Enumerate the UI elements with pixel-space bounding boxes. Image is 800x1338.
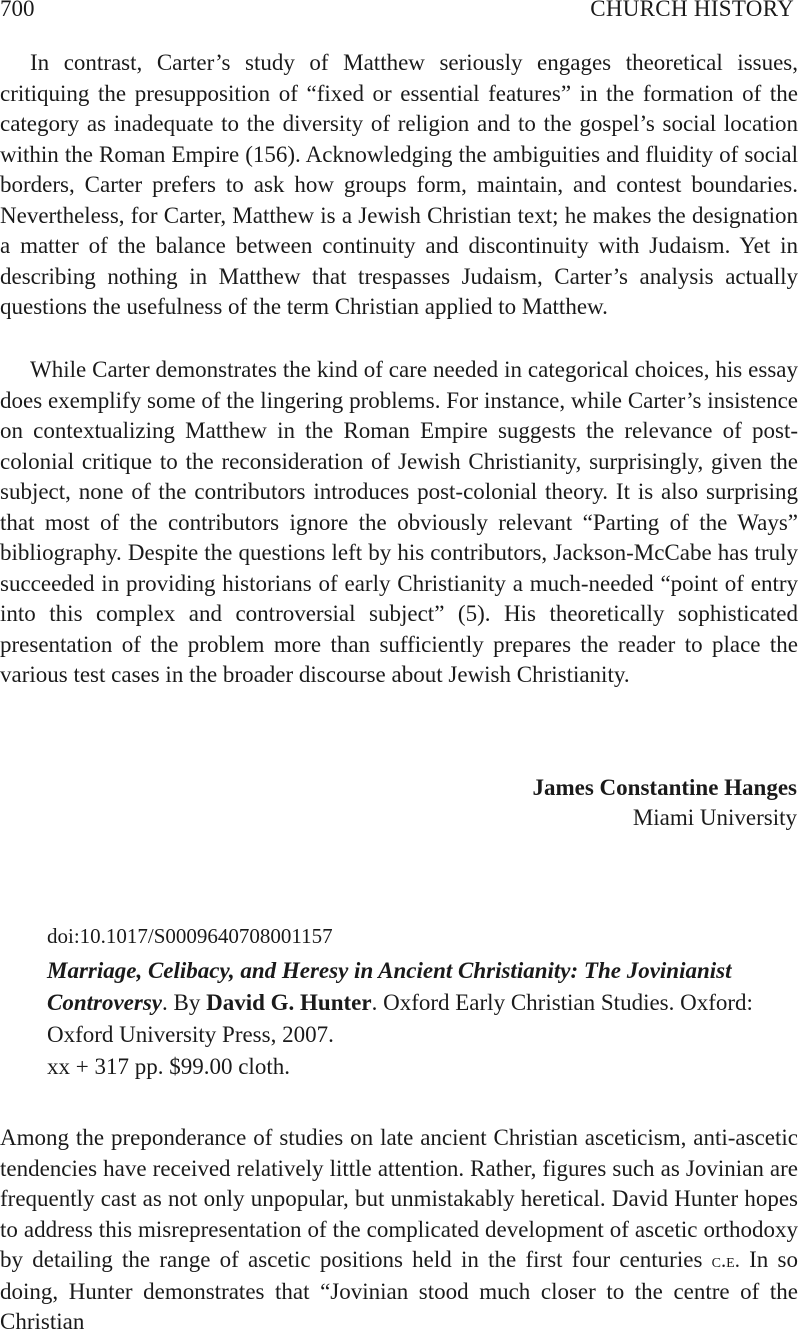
doi-identifier: doi:10.1017/S0009640708001157 [47,924,333,948]
reviewer-name: James Constantine Hanges [532,775,797,800]
reviewer-affiliation: Miami University [632,805,797,830]
body-paragraph-1: In contrast, Carter’s study of Matthew seriously engages theoretical issues, critiquing the presupposition of “fixed or essential features” in the formation of the category as inadequate to the diversity of religion and to the gospel’s social location within the Roman Empire (156). Acknowledging the ambiguities and fluidity of social borders, Carter prefers to ask how groups form, maintain, and contest boundaries. Nevertheless, for Carter, Matthew is a Jewish Christian text; he makes the designation a matter of the balance between continuity and discontinuity with Judaism. Yet in describing nothing in Matthew that trespasses Judaism, Carter’s analysis actually questions the usefulness of the term Christian applied to Matthew. [0,50,798,319]
running-head-title: CHURCH HISTORY [590,0,794,21]
book-title: Marriage, Celibacy, and Heresy in Ancient Christianity: The Jovinianist Controversy [47,958,732,1015]
paragraph-3-text-a: Among the preponderance of studies on late ancient Christian asceticism, anti-ascetic tendencies have received relatively little attention. Rather, figures such as Jovinian are frequently cast as not only unpopular, but unmistakably heretical. David Hunter hopes to address this misrepresentation of the complicated development of ascetic orthodoxy by detailing the range of ascetic positions held in the first four centuries [0,1125,798,1272]
paragraph-3-text-b: In so doing, Hunter demonstrates that “Jovinian stood much closer to the centre of the Christian [0,1247,798,1334]
citation-by: . By [162,990,207,1015]
citation-pages-price: xx + 317 pp. $99.00 cloth. [47,1054,290,1079]
running-header [0,0,800,26]
era-abbreviation: c.e. [711,1250,740,1272]
page-number: 700 [0,0,35,21]
body-paragraph-3 [0,1123,798,1338]
body-paragraph-2: While Carter demonstrates the kind of care needed in categorical choices, his essay does exemplify some of the lingering problems. For instance, while Carter’s insistence on contextualizing Matthew in the Roman Empire suggests the relevance of post-colonial critique to the reconsideration of Jewish Christianity, surprisingly, given the subject, none of the contributors introduces post-colonial theory. It is also surprising that most of the contributors ignore the obviously relevant “Parting of the Ways” bibliography. Despite the questions left by his contributors, Jackson-McCabe has truly succeeded in providing historians of early Christianity a much-needed “point of entry into this complex and controversial subject” (5). His theoretically sophisticated presentation of the problem more than sufficiently prepares the reader to place the various test cases in the broader discourse about Jewish Christianity. [0,357,798,687]
book-citation [47,955,767,1083]
book-author: David G. Hunter [206,990,372,1015]
citation-details: . Oxford Early Christian Studies. Oxford: Oxford University Press, 2007. [47,990,753,1047]
